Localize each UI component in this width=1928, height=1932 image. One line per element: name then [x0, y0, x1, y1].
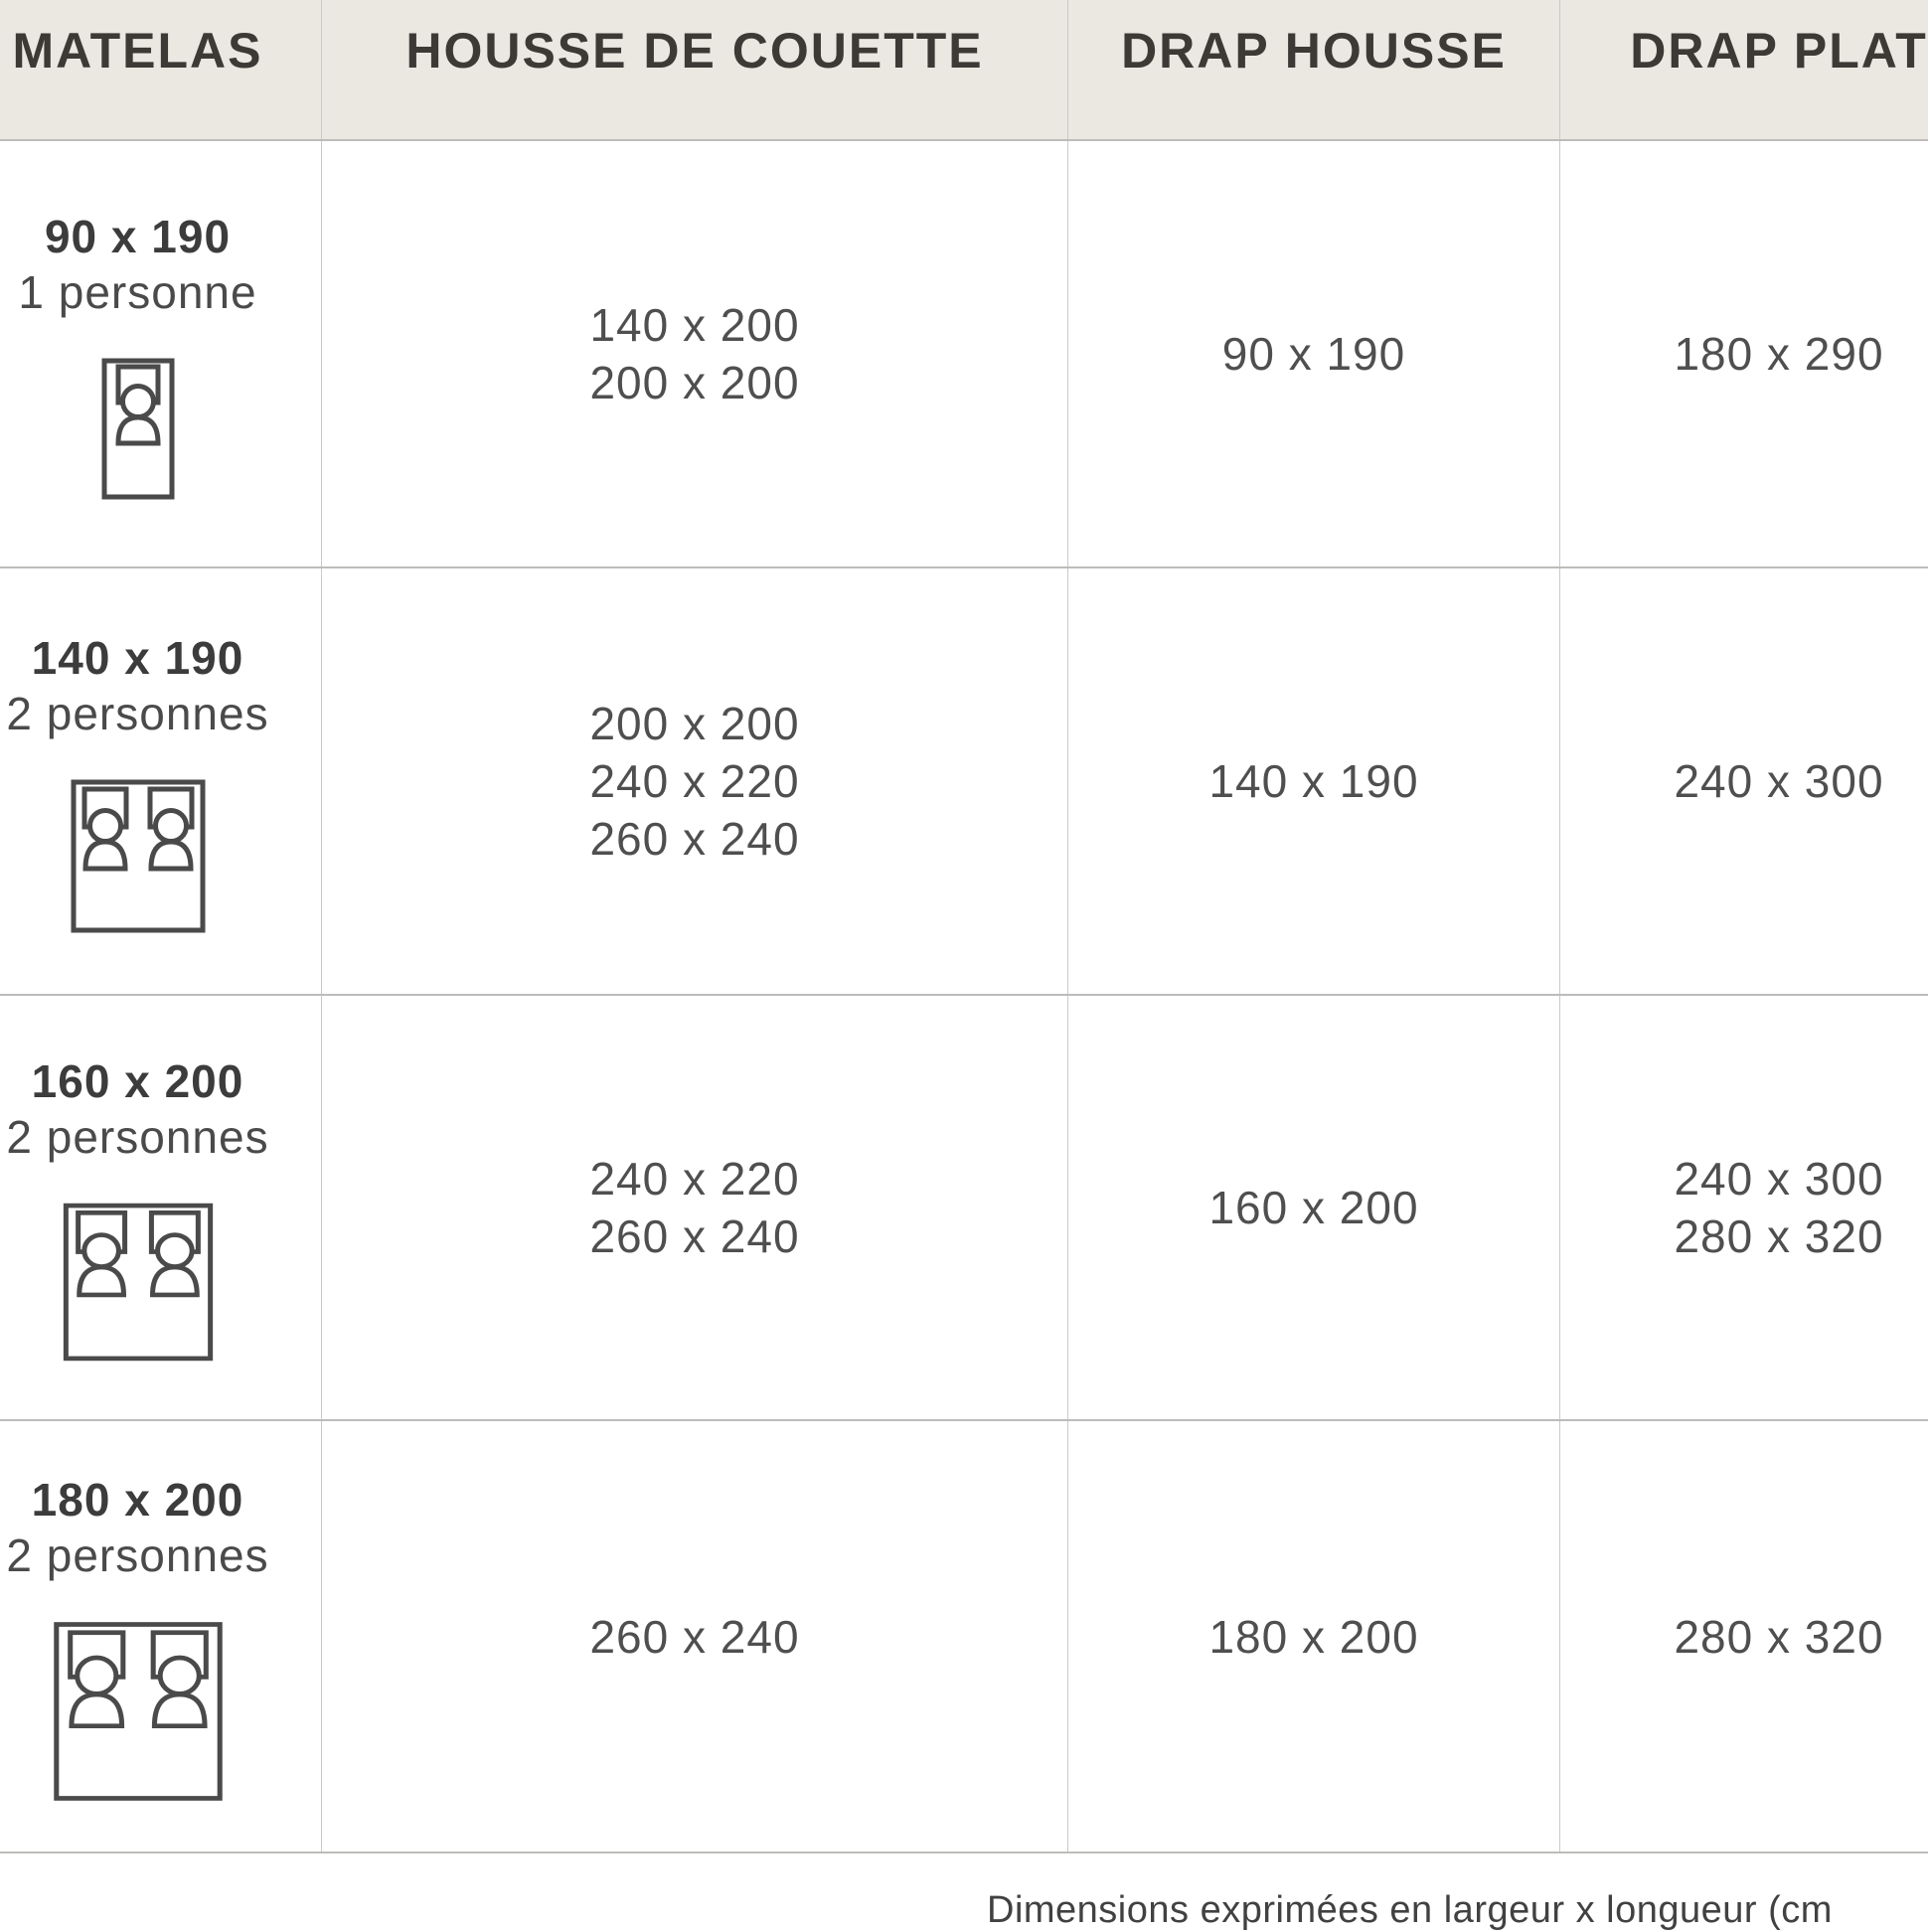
- size-value: 160 x 200: [1208, 1182, 1419, 1233]
- header-label: HOUSSE DE COUETTE: [405, 23, 984, 79]
- header-label: MATELAS: [12, 23, 263, 79]
- size-value: 280 x 320: [1674, 1610, 1884, 1663]
- size-value: 240 x 220: [589, 1153, 800, 1205]
- size-value: 260 x 240: [589, 813, 800, 865]
- header-cell-matelas: [0, 0, 321, 139]
- housse-de-couette-cell: [321, 1421, 1067, 1852]
- mattress-capacity: 2 personnes: [6, 687, 269, 739]
- table-row: [0, 1421, 1928, 1853]
- size-value: 140 x 200: [589, 299, 800, 351]
- header-label: DRAP PLAT: [1630, 23, 1928, 79]
- mattress-size: 160 x 200: [31, 1055, 244, 1107]
- drap-housse-cell: [1067, 141, 1559, 566]
- drap-housse-cell: [1067, 996, 1559, 1419]
- drap-plat-cell: [1559, 1421, 1928, 1852]
- housse-de-couette-cell: [321, 141, 1067, 566]
- double-bed-icon: [63, 1203, 214, 1362]
- housse-de-couette-cell: [321, 568, 1067, 994]
- mattress-capacity: 1 personne: [18, 265, 257, 318]
- header-cell-drap-plat: [1559, 0, 1928, 139]
- size-value: 200 x 200: [589, 357, 800, 408]
- size-value: 260 x 240: [589, 1210, 800, 1262]
- header-cell-housse-de-couette: [321, 0, 1067, 139]
- table-row: [0, 141, 1928, 568]
- table-row: [0, 568, 1928, 996]
- size-value: 180 x 200: [1208, 1610, 1419, 1663]
- size-value: 180 x 290: [1674, 328, 1884, 380]
- size-value: 90 x 190: [1221, 328, 1406, 380]
- mattress-size: 90 x 190: [44, 210, 232, 262]
- double-bed-icon: [71, 779, 206, 933]
- matelas-cell: [0, 1421, 321, 1852]
- drap-housse-cell: [1067, 1421, 1559, 1852]
- drap-plat-cell: [1559, 568, 1928, 994]
- dimensions-note: Dimensions exprimées en largeur x longueur (cm: [987, 1889, 1833, 1931]
- double-bed-icon: [53, 1621, 224, 1802]
- mattress-size: 180 x 200: [31, 1473, 244, 1526]
- header-cell-drap-housse: [1067, 0, 1559, 139]
- drap-plat-cell: [1559, 996, 1928, 1419]
- table-header-row: [0, 0, 1928, 141]
- size-value: 200 x 200: [589, 698, 800, 749]
- matelas-cell: [0, 996, 321, 1419]
- size-value: 240 x 220: [589, 755, 800, 807]
- housse-de-couette-cell: [321, 996, 1067, 1419]
- size-value: 280 x 320: [1674, 1210, 1884, 1262]
- size-value: 140 x 190: [1208, 755, 1419, 807]
- mattress-capacity: 2 personnes: [6, 1111, 269, 1163]
- header-label: DRAP HOUSSE: [1121, 23, 1507, 79]
- matelas-cell: [0, 141, 321, 566]
- drap-housse-cell: [1067, 568, 1559, 994]
- mattress-size: 140 x 190: [31, 631, 244, 684]
- size-value: 240 x 300: [1674, 755, 1884, 807]
- size-value: 240 x 300: [1674, 1153, 1884, 1205]
- single-bed-icon: [101, 358, 175, 500]
- table-row: [0, 996, 1928, 1421]
- matelas-cell: [0, 568, 321, 994]
- drap-plat-cell: [1559, 141, 1928, 566]
- mattress-capacity: 2 personnes: [6, 1529, 269, 1581]
- size-value: 260 x 240: [589, 1610, 800, 1663]
